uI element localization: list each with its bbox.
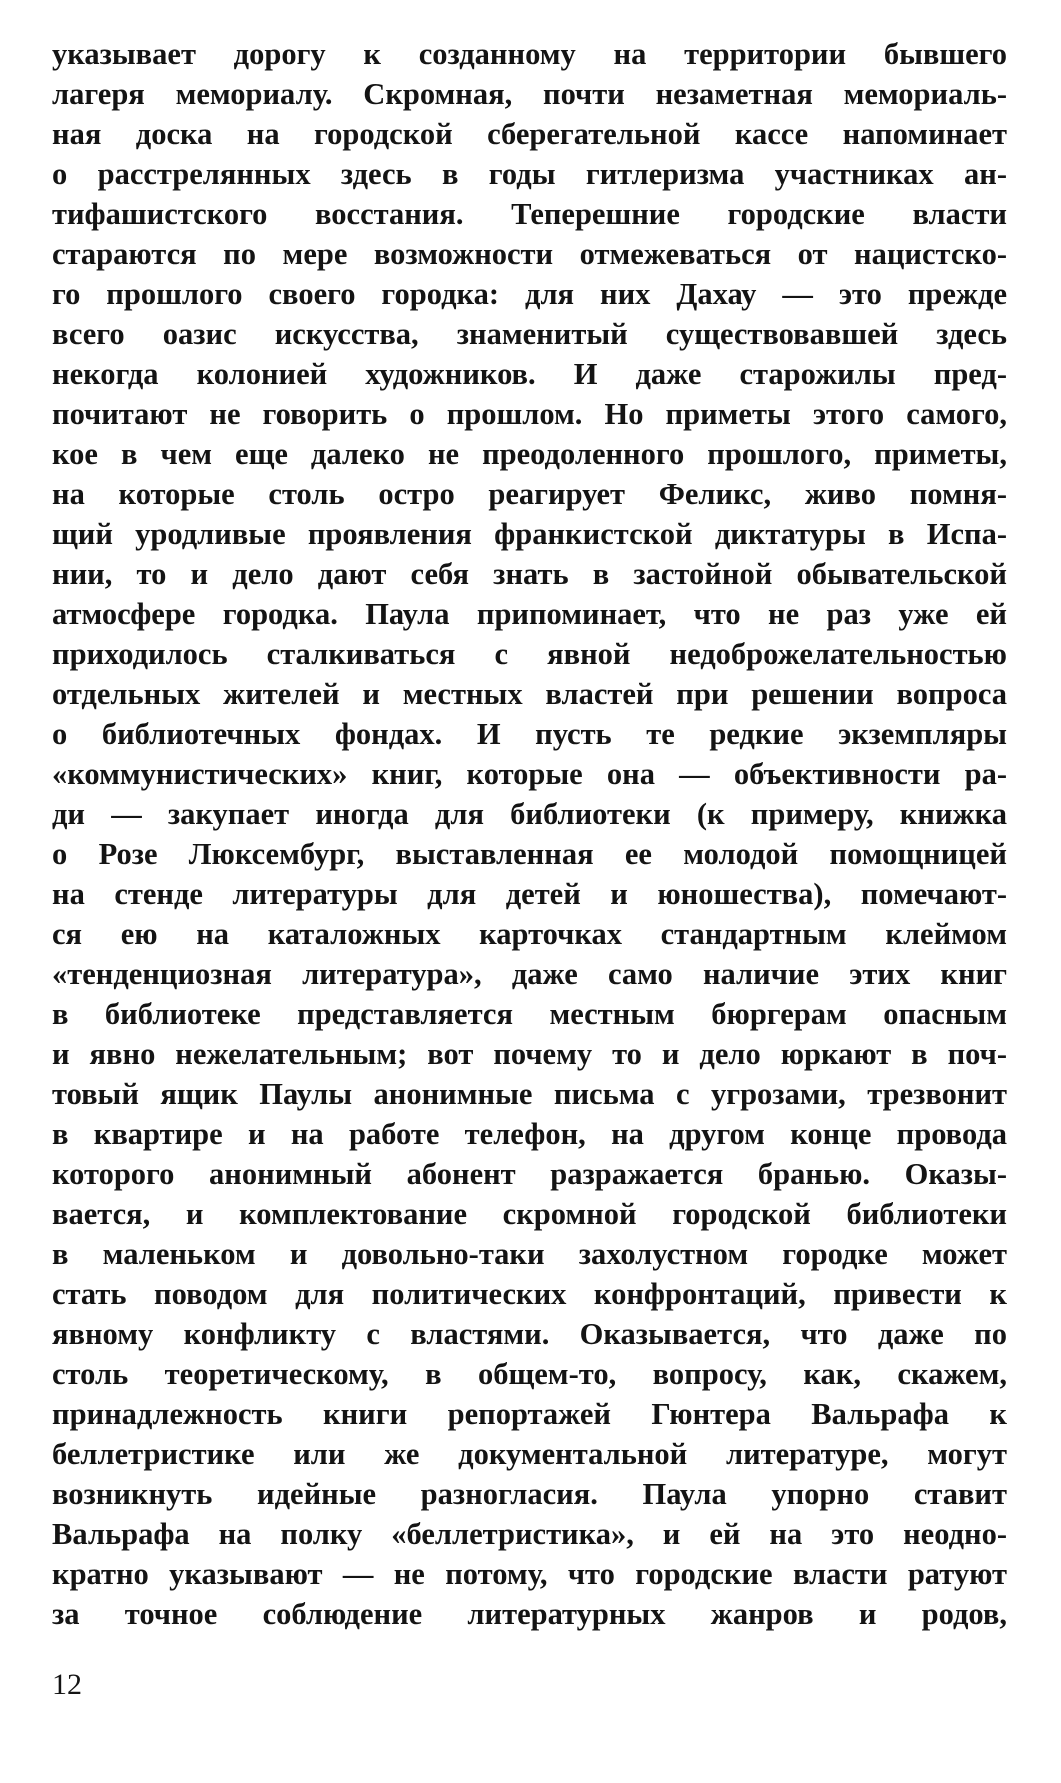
text-line: «коммунистических» книг, которые она — объективности ра- (52, 757, 1007, 791)
text-line: в библиотеке представляется местным бюргерам опасным (52, 997, 1007, 1031)
text-line: вается, и комплектование скромной городской библиотеки (52, 1197, 1007, 1231)
text-line: беллетристике или же документальной литературе, могут (52, 1437, 1007, 1471)
text-line: атмосфере городка. Паула припоминает, что не раз уже ей (52, 597, 1007, 631)
text-line: некогда колонией художников. И даже старожилы пред- (52, 357, 1007, 391)
text-line: стать поводом для политических конфронтаций, привести к (52, 1277, 1007, 1311)
text-line: щий уродливые проявления франкистской диктатуры в Испа- (52, 517, 1007, 551)
text-line: которого анонимный абонент разражается бранью. Оказы- (52, 1157, 1007, 1191)
text-line: о расстрелянных здесь в годы гитлеризма участниках ан- (52, 157, 1007, 191)
text-line: лагеря мемориалу. Скромная, почти незаметная мемориаль- (52, 77, 1007, 111)
text-line: почитают не говорить о прошлом. Но приметы этого самого, (52, 397, 1007, 431)
text-line: отдельных жителей и местных властей при решении вопроса (52, 677, 1007, 711)
body-text (52, 34, 1007, 1634)
text-line: «тенденциозная литература», даже само наличие этих книг (52, 957, 1007, 991)
text-line: товый ящик Паулы анонимные письма с угрозами, трезвонит (52, 1077, 1007, 1111)
text-line: указывает дорогу к созданному на территории бывшего (52, 37, 1007, 71)
text-line: кратно указывают — не потому, что городские власти ратуют (52, 1557, 1007, 1591)
page-number: 12 (52, 1668, 82, 1701)
text-line: Вальрафа на полку «беллетристика», и ей на это неодно- (52, 1517, 1007, 1551)
text-line: принадлежность книги репортажей Гюнтера Вальрафа к (52, 1397, 1007, 1431)
text-line: о Розе Люксембург, выставленная ее молодой помощницей (52, 837, 1007, 871)
text-line: приходилось сталкиваться с явной недоброжелательностью (52, 637, 1007, 671)
text-line: и явно нежелательным; вот почему то и дело юркают в поч- (52, 1037, 1007, 1071)
text-line: возникнуть идейные разногласия. Паула упорно ставит (52, 1477, 1007, 1511)
text-line: за точное соблюдение литературных жанров и родов, (52, 1597, 1007, 1631)
text-line: ди — закупает иногда для библиотеки (к примеру, книжка (52, 797, 1007, 831)
text-line: ся ею на каталожных карточках стандартным клеймом (52, 917, 1007, 951)
text-line: стараются по мере возможности отмежеваться от нацистско- (52, 237, 1007, 271)
text-line: всего оазис искусства, знаменитый существовавшей здесь (52, 317, 1007, 351)
text-line: в квартире и на работе телефон, на другом конце провода (52, 1117, 1007, 1151)
text-line: на которые столь остро реагирует Феликс, живо помня- (52, 477, 1007, 511)
text-line: нии, то и дело дают себя знать в застойной обывательской (52, 557, 1007, 591)
text-line: на стенде литературы для детей и юношества), помечают- (52, 877, 1007, 911)
text-line: тифашистского восстания. Теперешние городские власти (52, 197, 1007, 231)
text-line: явному конфликту с властями. Оказывается, что даже по (52, 1317, 1007, 1351)
text-line: о библиотечных фондах. И пусть те редкие экземпляры (52, 717, 1007, 751)
text-line: столь теоретическому, в общем-то, вопросу, как, скажем, (52, 1357, 1007, 1391)
text-line: в маленьком и довольно-таки захолустном городке может (52, 1237, 1007, 1271)
text-line: ная доска на городской сберегательной кассе напоминает (52, 117, 1007, 151)
text-line: го прошлого своего городка: для них Дахау — это прежде (52, 277, 1007, 311)
text-line: кое в чем еще далеко не преодоленного прошлого, приметы, (52, 437, 1007, 471)
